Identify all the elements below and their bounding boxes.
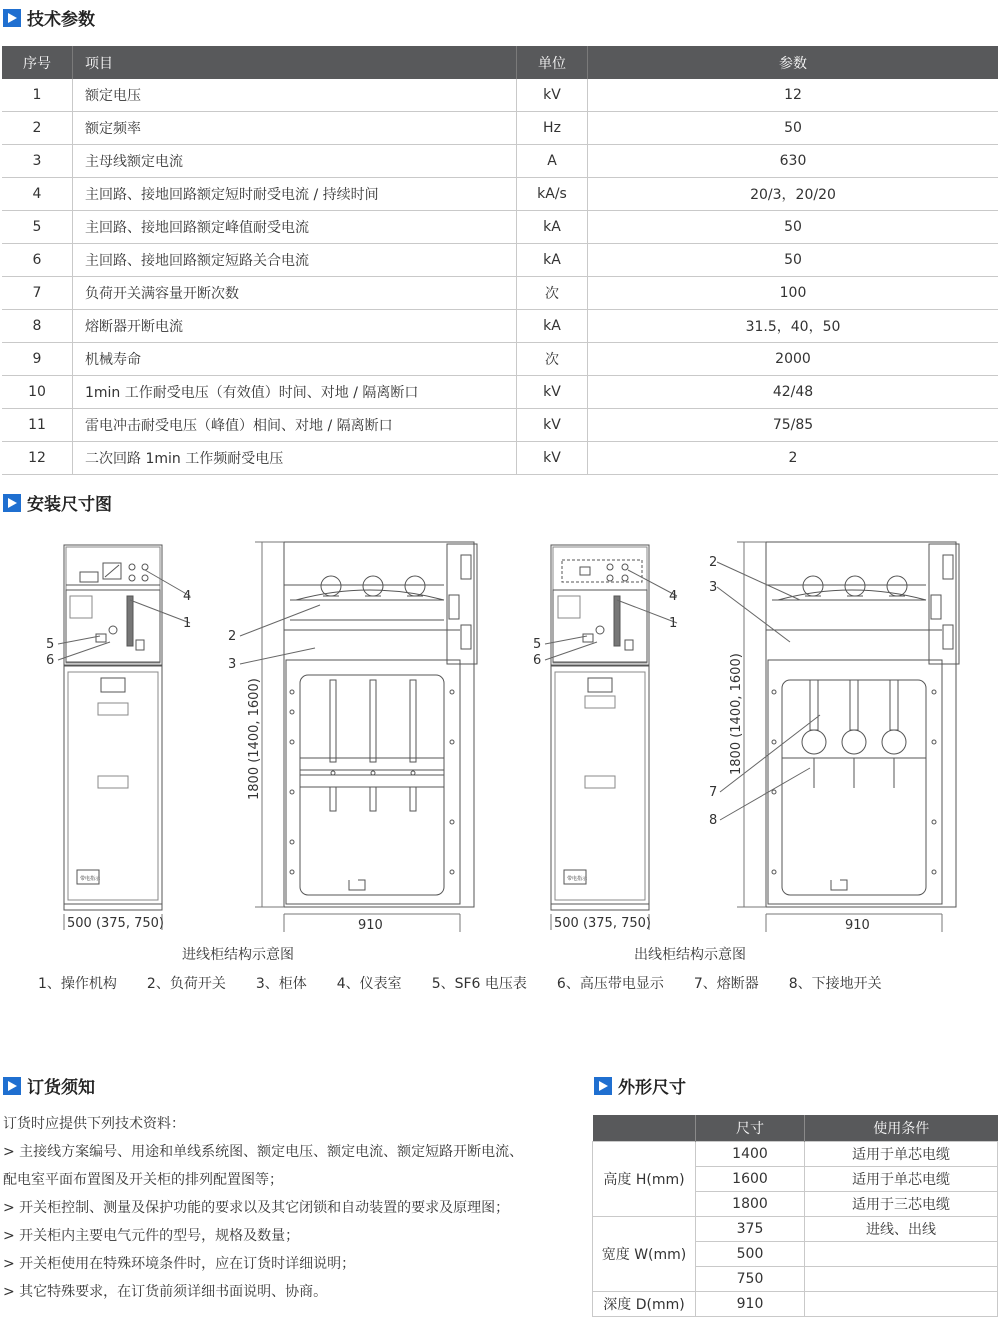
order-notes	[3, 1110, 583, 1306]
legend-item: 6、高压带电显示	[556, 976, 664, 992]
cell-cond	[805, 1242, 998, 1267]
order-line: 配电室平面布置图及开关柜的排列配置图等；	[3, 1172, 283, 1188]
cell-value: 20/3，20/20	[588, 178, 999, 211]
cell-no: 7	[2, 277, 73, 310]
legend-item: 7、熔断器	[693, 976, 759, 992]
cell-value: 50	[588, 112, 999, 145]
table-row	[2, 376, 998, 409]
dim-depth-incoming: 910	[358, 918, 383, 933]
section-title-text: 技术参数	[27, 10, 95, 30]
legend-item: 3、柜体	[255, 976, 307, 992]
cell-item: 1min 工作耐受电压（有效值）时间、对地 / 隔离断口	[73, 376, 517, 409]
caption-incoming: 进线柜结构示意图	[182, 947, 294, 963]
leader-lines	[58, 562, 820, 820]
cell-unit: kA	[517, 310, 588, 343]
cell-value: 42/48	[588, 376, 999, 409]
table-row	[2, 112, 998, 145]
cell-item: 二次回路 1min 工作频耐受电压	[73, 442, 517, 475]
section-title-text: 安装尺寸图	[27, 495, 112, 515]
legend-item: 1、操作机构	[38, 976, 117, 992]
cell-item: 主回路、接地回路额定峰值耐受电流	[73, 211, 517, 244]
params-header-row	[2, 46, 998, 79]
cell-no: 9	[2, 343, 73, 376]
dims-table	[592, 1115, 998, 1317]
table-row	[2, 409, 998, 442]
section-title-dims	[594, 1073, 686, 1098]
cell-value: 31.5，40，50	[588, 310, 999, 343]
section-title-text: 外形尺寸	[618, 1078, 686, 1098]
order-line: > 开关柜内主要电气元件的型号，规格及数量；	[3, 1228, 300, 1244]
section-title-params	[3, 5, 95, 30]
incoming-side-view	[255, 542, 477, 932]
order-line: 订货时应提供下列技术资料：	[3, 1116, 185, 1132]
callout-number: 8	[709, 813, 718, 828]
panel-tag-outgoing: 带电指示	[567, 876, 588, 882]
table-row	[2, 277, 998, 310]
callout-number: 2	[709, 555, 718, 570]
table-row	[2, 310, 998, 343]
cell-no: 8	[2, 310, 73, 343]
dim-width-outgoing: 500 (375, 750)	[554, 916, 651, 931]
cell-cond: 进线、出线	[805, 1217, 998, 1242]
callout-number: 2	[228, 629, 237, 644]
section-arrow-icon	[594, 1077, 612, 1095]
legend-item: 5、SF6 电压表	[431, 976, 527, 992]
callout-number: 4	[183, 589, 192, 604]
outgoing-front-view	[551, 545, 649, 930]
cell-value: 2000	[588, 343, 999, 376]
cell-no: 2	[2, 112, 73, 145]
cell-value: 50	[588, 244, 999, 277]
cell-unit: 次	[517, 343, 588, 376]
cell-no: 6	[2, 244, 73, 277]
cell-item: 额定电压	[73, 79, 517, 112]
cell-size: 500	[696, 1242, 805, 1267]
cell-no: 11	[2, 409, 73, 442]
cell-cond	[805, 1267, 998, 1292]
cell-unit: kV	[517, 409, 588, 442]
header-unit: 单位	[517, 46, 588, 79]
cell-unit: kA	[517, 211, 588, 244]
cell-value: 2	[588, 442, 999, 475]
cell-value: 100	[588, 277, 999, 310]
header-value: 参数	[588, 46, 999, 79]
cell-item: 熔断器开断电流	[73, 310, 517, 343]
panel-tag-incoming: 带电指示	[80, 876, 101, 882]
dim-width-incoming: 500 (375, 750)	[67, 916, 164, 931]
legend-item: 2、负荷开关	[146, 976, 226, 992]
cell-item: 雷电冲击耐受电压（峰值）相间、对地 / 隔离断口	[73, 409, 517, 442]
section-arrow-icon	[3, 9, 21, 27]
dims-header-row	[593, 1115, 998, 1142]
callout-number: 3	[228, 657, 237, 672]
order-line: > 其它特殊要求，在订货前须详细书面说明、协商。	[3, 1284, 328, 1300]
cell-size: 375	[696, 1217, 805, 1242]
params-table	[2, 46, 998, 475]
table-row	[2, 442, 998, 475]
callout-number: 5	[46, 637, 55, 652]
callout-number: 1	[669, 616, 678, 631]
dim-height-outgoing: 1800 (1400, 1600)	[729, 653, 744, 775]
dim-depth-outgoing: 910	[845, 918, 870, 933]
installation-drawings	[0, 530, 1000, 940]
header-item: 项目	[73, 46, 517, 79]
cell-value: 630	[588, 145, 999, 178]
cell-value: 75/85	[588, 409, 999, 442]
cell-item: 主回路、接地回路额定短路关合电流	[73, 244, 517, 277]
table-row	[2, 244, 998, 277]
header-cond: 使用条件	[805, 1115, 998, 1142]
callout-number: 1	[183, 616, 192, 631]
header-size: 尺寸	[696, 1115, 805, 1142]
cell-no: 12	[2, 442, 73, 475]
table-row	[2, 178, 998, 211]
table-row	[2, 343, 998, 376]
dim-height-incoming: 1800 (1400, 1600)	[247, 678, 262, 800]
callout-number: 3	[709, 580, 718, 595]
table-row	[593, 1292, 998, 1317]
legend-item: 8、下接地开关	[788, 976, 882, 992]
legend-item: 4、仪表室	[336, 976, 402, 992]
cell-no: 3	[2, 145, 73, 178]
outgoing-side-view	[737, 542, 959, 932]
cell-item: 主母线额定电流	[73, 145, 517, 178]
cell-no: 5	[2, 211, 73, 244]
caption-outgoing: 出线柜结构示意图	[634, 947, 746, 963]
cell-cond: 适用于单芯电缆	[805, 1142, 998, 1167]
section-title-order	[3, 1073, 95, 1098]
cell-item: 机械寿命	[73, 343, 517, 376]
cell-cond	[805, 1292, 998, 1317]
table-row	[593, 1217, 998, 1242]
width-label: 宽度 W(mm)	[593, 1217, 696, 1292]
section-title-text: 订货须知	[27, 1078, 95, 1098]
callout-number: 6	[46, 653, 55, 668]
cell-unit: Hz	[517, 112, 588, 145]
cell-item: 主回路、接地回路额定短时耐受电流 / 持续时间	[73, 178, 517, 211]
cell-unit: kV	[517, 79, 588, 112]
cell-size: 1800	[696, 1192, 805, 1217]
cell-no: 10	[2, 376, 73, 409]
table-row	[2, 211, 998, 244]
cell-value: 12	[588, 79, 999, 112]
cell-unit: kA	[517, 244, 588, 277]
cell-size: 1600	[696, 1167, 805, 1192]
cell-item: 额定频率	[73, 112, 517, 145]
table-row	[2, 79, 998, 112]
cell-item: 负荷开关满容量开断次数	[73, 277, 517, 310]
cell-unit: A	[517, 145, 588, 178]
legend	[38, 973, 978, 993]
table-row	[593, 1142, 998, 1167]
cell-no: 1	[2, 79, 73, 112]
cell-cond: 适用于单芯电缆	[805, 1167, 998, 1192]
cell-size: 750	[696, 1267, 805, 1292]
section-title-install	[3, 490, 112, 515]
cell-size: 910	[696, 1292, 805, 1317]
header-blank	[593, 1115, 696, 1142]
height-label: 高度 H(mm)	[593, 1142, 696, 1217]
cell-value: 50	[588, 211, 999, 244]
callout-number: 5	[533, 637, 542, 652]
cell-size: 1400	[696, 1142, 805, 1167]
cell-unit: kV	[517, 442, 588, 475]
callout-number: 6	[533, 653, 542, 668]
order-line: > 开关柜使用在特殊环境条件时，应在订货时详细说明；	[3, 1256, 356, 1272]
section-arrow-icon	[3, 1077, 21, 1095]
cell-unit: kA/s	[517, 178, 588, 211]
callout-number: 4	[669, 589, 678, 604]
incoming-front-view	[64, 545, 162, 930]
cell-no: 4	[2, 178, 73, 211]
table-row	[2, 145, 998, 178]
header-no: 序号	[2, 46, 73, 79]
cell-unit: kV	[517, 376, 588, 409]
order-line: > 主接线方案编号、用途和单线系统图、额定电压、额定电流、额定短路开断电流、	[3, 1144, 524, 1160]
callout-number: 7	[709, 785, 718, 800]
order-line: > 开关柜控制、测量及保护功能的要求以及其它闭锁和自动装置的要求及原理图；	[3, 1200, 510, 1216]
cell-unit: 次	[517, 277, 588, 310]
depth-label: 深度 D(mm)	[593, 1292, 696, 1317]
section-arrow-icon	[3, 494, 21, 512]
cell-cond: 适用于三芯电缆	[805, 1192, 998, 1217]
